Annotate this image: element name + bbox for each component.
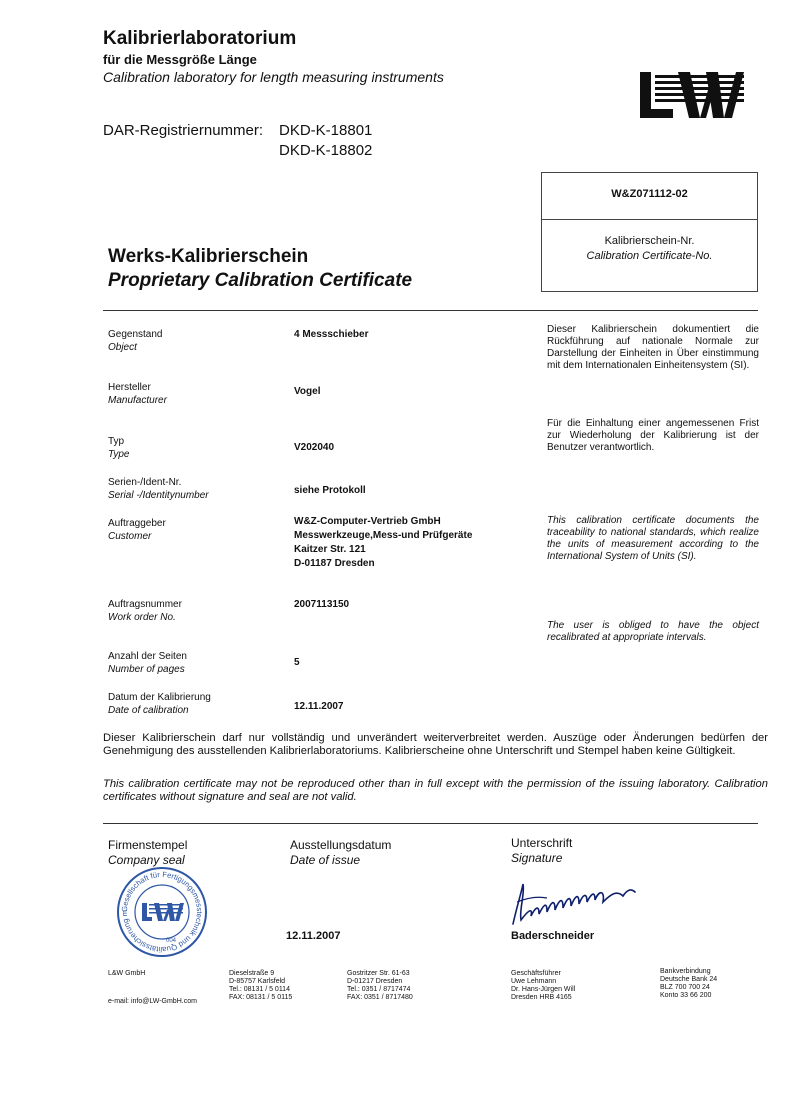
field-value: siehe Protokoll — [294, 485, 366, 496]
address-col-dresden — [347, 970, 413, 1002]
field-calibration-date — [108, 691, 211, 717]
field-customer — [108, 517, 166, 543]
field-label: Auftraggeber — [108, 518, 166, 529]
address-line: FAX: 0351 / 8717480 — [347, 994, 413, 1001]
field-label: Gegenstand — [108, 329, 163, 340]
divider — [103, 823, 758, 824]
note-recalibration: Für die Einhaltung einer angemessenen Frist zur Wiederholung der Kalibrierung ist der Benutzer verantwortlich. — [547, 418, 759, 453]
signature-label — [511, 836, 572, 866]
field-label-en: Manufacturer — [108, 395, 167, 406]
divider — [542, 219, 757, 220]
field-type — [108, 435, 130, 461]
registration-label: DAR-Registriernummer: — [103, 122, 264, 139]
label: Ausstellungsdatum — [290, 838, 392, 852]
disclaimer: Dieser Kalibrierschein darf nur vollständig und unverändert weiterverbreitet werden. Auszüge oder Änderungen bedürfen der Genehmigung des ausstellenden Kalibrierlaboratoriums. Kalibrierscheine ohne Unterschrift und Stempel haben keine Gültigkeit. — [103, 732, 768, 757]
signature-icon — [507, 876, 642, 931]
field-value: 4 Messschieber — [294, 329, 369, 340]
certificate-number-label: Kalibrierschein-Nr. — [604, 235, 695, 247]
certificate-number-label-en: Calibration Certificate-No. — [586, 250, 713, 262]
field-label-en: Work order No. — [108, 612, 176, 623]
field-value: Vogel — [294, 386, 321, 397]
company-email: e-mail: info@LW-GmbH.com — [108, 998, 197, 1005]
address-line: FAX: 08131 / 5 0115 — [229, 994, 293, 1001]
customer-address — [294, 515, 472, 571]
field-label: Typ — [108, 436, 125, 447]
address-line: Deutsche Bank 24 — [660, 976, 718, 983]
note-traceability: Dieser Kalibrierschein dokumentiert die Rückführung auf nationale Normale zur Darstellung der Einheiten in Über einstimmung mit dem Internationalen Einheitensystem (SI). — [547, 324, 759, 371]
divider — [103, 310, 758, 311]
issue-date-label — [290, 838, 391, 868]
field-label: Anzahl der Seiten — [108, 651, 187, 662]
field-label: Hersteller — [108, 382, 151, 393]
customer-line: W&Z-Computer-Vertrieb GmbH — [294, 516, 441, 527]
address-line: Dresden HRB 4165 — [511, 994, 572, 1001]
field-label-en: Date of calibration — [108, 705, 189, 716]
field-label-en: Serial -/Identitynumber — [108, 490, 209, 501]
seal-icon — [116, 866, 208, 958]
certificate-title-en: Proprietary Calibration Certificate — [108, 270, 413, 291]
label-en: Signature — [511, 851, 563, 865]
lab-subtitle-en: Calibration laboratory for length measuring instruments — [103, 69, 444, 85]
seal-ring-text: Gesellschaft für Fertigungsmesstechnik und Qualitätssicherung m — [119, 869, 205, 955]
registration-number: DKD-K-18801 — [279, 122, 373, 139]
label: Unterschrift — [511, 836, 573, 850]
address-line: Dieselstraße 9 — [229, 970, 275, 977]
lab-title: Kalibrierlaboratorium — [103, 28, 297, 49]
customer-line: Kaitzer Str. 121 — [294, 544, 366, 555]
lab-subtitle: für die Messgröße Länge — [103, 52, 257, 67]
company-seal-label — [108, 838, 187, 868]
label: Firmenstempel — [108, 838, 188, 852]
certificate-title: Werks-Kalibrierschein — [108, 246, 309, 267]
company-seal-stamp — [116, 866, 208, 958]
certificate-number: W&Z071112-02 — [611, 188, 688, 200]
field-label-en: Object — [108, 342, 137, 353]
field-value: 2007113150 — [294, 599, 350, 610]
address-col-bank — [660, 968, 717, 1000]
field-pages — [108, 650, 187, 676]
address-line: Dr. Hans-Jürgen Will — [511, 986, 576, 993]
address-line: Geschäftsführer — [511, 970, 561, 977]
address-line: Bankverbindung — [660, 968, 711, 975]
disclaimer-en: This calibration certificate may not be reproduced other than in full except with the permission of the issuing laboratory. Calibration certificates without signature and seal are not valid. — [103, 778, 768, 803]
address-line: Uwe Lehmann — [511, 978, 557, 985]
certificate-number-box — [541, 172, 758, 292]
field-label: Serien-/Ident-Nr. — [108, 477, 182, 488]
field-label: Auftragsnummer — [108, 599, 182, 610]
address-col-karlsfeld — [229, 970, 292, 1002]
field-work-order — [108, 598, 182, 624]
address-line: Konto 33 66 200 — [660, 992, 712, 999]
address-line: BLZ 700 700 24 — [660, 984, 710, 991]
lw-logo — [640, 72, 744, 118]
field-label: Datum der Kalibrierung — [108, 692, 211, 703]
field-manufacturer — [108, 381, 167, 407]
signer-name: Baderschneider — [511, 930, 595, 942]
address-col-management — [511, 970, 575, 1002]
field-object — [108, 328, 163, 354]
field-label-en: Number of pages — [108, 664, 185, 675]
registration-number: DKD-K-18802 — [279, 142, 373, 159]
field-value: 5 — [294, 657, 300, 668]
handwritten-signature — [507, 876, 642, 931]
field-label-en: Type — [108, 449, 130, 460]
address-line: Tel.: 0351 / 8717474 — [347, 986, 411, 993]
note-traceability-en: This calibration certificate documents the traceability to national standards, which realize the units of measurement according to the International System of Units (SI). — [547, 515, 759, 562]
field-value: V202040 — [294, 442, 335, 453]
field-label-en: Customer — [108, 531, 152, 542]
label-en: Date of issue — [290, 853, 361, 867]
field-serial — [108, 476, 209, 502]
company-name: L&W GmbH — [108, 970, 146, 977]
field-value: 12.11.2007 — [294, 701, 344, 712]
label-en: Company seal — [108, 853, 185, 867]
address-line: D-01217 Dresden — [347, 978, 403, 985]
customer-line: D-01187 Dresden — [294, 558, 375, 569]
lw-logo-icon — [640, 72, 744, 118]
issue-date: 12.11.2007 — [286, 930, 341, 942]
address-line: Tel.: 08131 / 5 0114 — [229, 986, 290, 993]
note-recalibration-en: The user is obliged to have the object recalibrated at appropriate intervals. — [547, 620, 759, 643]
customer-line: Messwerkzeuge,Mess-und Prüfgeräte — [294, 530, 473, 541]
address-line: Gostritzer Str. 61-63 — [347, 970, 410, 977]
address-line: D-85757 Karlsfeld — [229, 978, 286, 985]
seal-number: 004 — [166, 938, 177, 944]
